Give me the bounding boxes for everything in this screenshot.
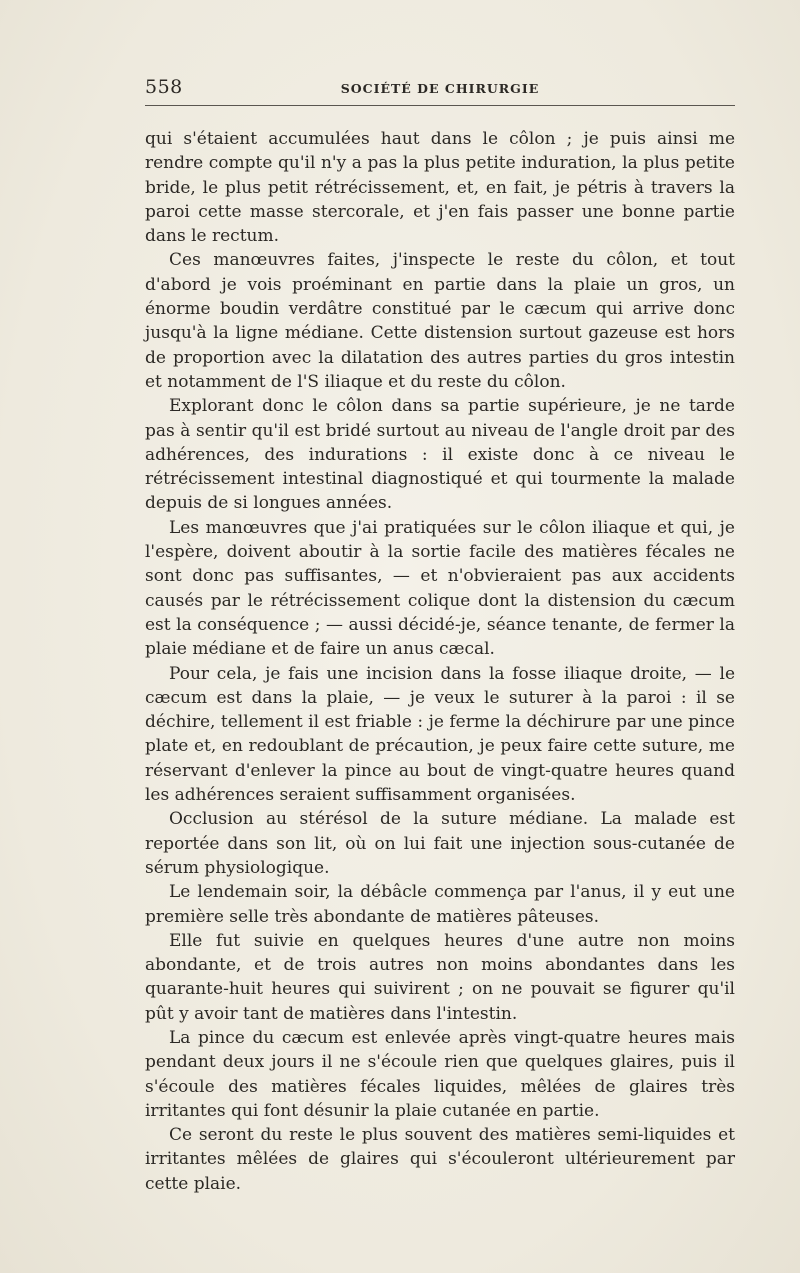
paragraph: Pour cela, je fais une incision dans la fosse iliaque droite, — le cæcum est dans la plaie, — je veux le suturer à la paroi : il se déchire, tellement il est friable : je ferme la déchirure par une pince plate et, en redoublant de précaution, je peux faire cette suture, me réservant d'enlever la pince au bout de vingt-quatre heures quand les adhérences seraient suffisamment organisées.	[145, 663, 735, 806]
paragraph: La pince du cæcum est enlevée après vingt-quatre heures mais pendant deux jours il ne s'écoule rien que quelques glaires, puis il s'écoule des matières fécales liquides, mêlées de glaires très irritantes qui font désunir la plaie cutanée en partie.	[145, 1027, 735, 1121]
paragraph: Le lendemain soir, la débâcle commença par l'anus, il y eut une première selle très abondante de matières pâteuses.	[145, 882, 735, 927]
paragraph: Elle fut suivie en quelques heures d'une autre non moins abondante, et de trois autres non moins abondantes dans les quarante-huit heures qui suivirent ; on ne pouvait se figurer qu'il pût y avoir tant de matières dans l'intestin.	[145, 930, 735, 1024]
body-text	[145, 127, 735, 1196]
paragraph: qui s'étaient accumulées haut dans le côlon ; je puis ainsi me rendre compte qu'il n'y a pas la plus petite induration, la plus petite bride, le plus petit rétrécissement, et, en fait, je pétris à travers la paroi cette masse stercorale, et j'en fais passer une bonne partie dans le rectum.	[145, 129, 735, 247]
book-page	[145, 70, 735, 1194]
paragraph: Explorant donc le côlon dans sa partie supérieure, je ne tarde pas à sentir qu'il est bridé surtout au niveau de l'angle droit par des adhérences, des indurations : il existe donc à ce niveau le rétrécissement intestinal diagnostiqué et qui tourmente la malade depuis de si longues années.	[145, 396, 735, 514]
paragraph: Occlusion au stérésol de la suture médiane. La malade est reportée dans son lit, où on lui fait une injection sous-cutanée de sérum physiologique.	[145, 809, 735, 878]
page-number: 558	[145, 76, 183, 98]
page-header	[145, 70, 735, 104]
header-rule	[145, 105, 735, 106]
paragraph: Ces manœuvres faites, j'inspecte le reste du côlon, et tout d'abord je vois proéminant en partie dans la plaie un gros, un énorme boudin verdâtre constitué par le cæcum qui arrive donc jusqu'à la ligne médiane. Cette distension surtout gazeuse est hors de proportion avec la dilatation des autres parties du gros intestin et notamment de l'S iliaque et du reste du côlon.	[145, 250, 735, 392]
paragraph: Les manœuvres que j'ai pratiquées sur le côlon iliaque et qui, je l'espère, doivent aboutir à la sortie facile des matières fécales ne sont donc pas suffisantes, — et n'obvieraient pas aux accidents causés par le rétrécissement colique dont la distension du cæcum est la conséquence ; — aussi décidé-je, séance tenante, de fermer la plaie médiane et de faire un anus cæcal.	[145, 517, 735, 660]
paragraph: Ce seront du reste le plus souvent des matières semi-liquides et irritantes mêlées de glaires qui s'écouleront ultérieurement par cette plaie.	[145, 1125, 735, 1194]
running-title: SOCIÉTÉ DE CHIRURGIE	[340, 81, 540, 96]
